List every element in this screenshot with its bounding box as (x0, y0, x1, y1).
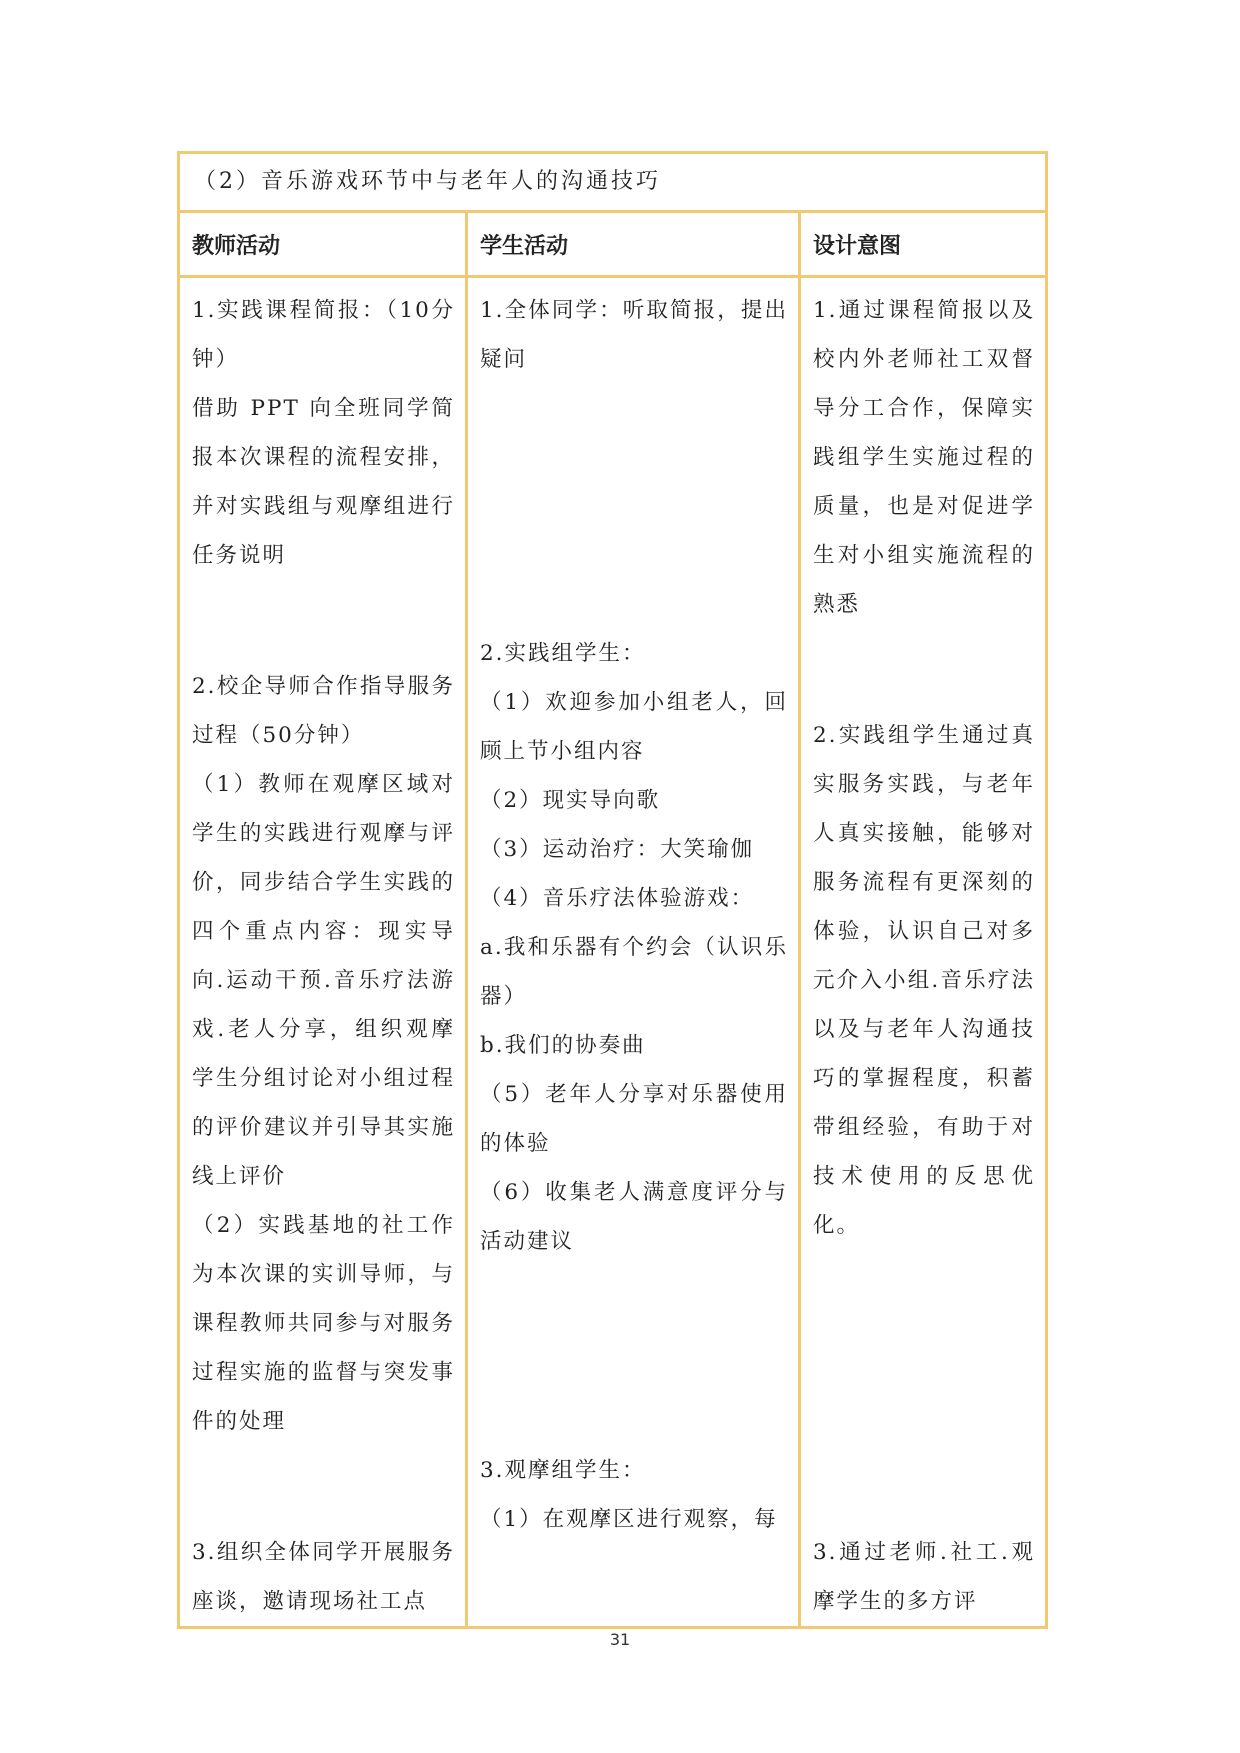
table-caption: （2）音乐游戏环节中与老年人的沟通技巧 (179, 153, 1047, 212)
student-b2-p8: （5）老年人分享对乐器使用的体验 (480, 1082, 788, 1156)
student-activity-cell (467, 277, 800, 1628)
activity-table (177, 151, 1048, 1629)
teacher-b1-p2: 借助 PPT 向全班同学简报本次课程的流程安排，并对实践组与观摩组进行任务说明 (192, 396, 455, 568)
student-b2-p4: （3）运动治疗：大笑瑜伽 (480, 837, 755, 862)
design-b1-p1: 1.通过课程简报以及校内外老师社工双督导分工合作，保障实践组学生实施过程的质量，也是对促进学生对小组实施流程的熟悉 (813, 298, 1036, 617)
teacher-b2-p3: （2）实践基地的社工作为本次课的实训导师，与课程教师共同参与对服务过程实施的监督与突发事件的处理 (192, 1213, 455, 1434)
student-b2-p9: （6）收集老人满意度评分与活动建议 (480, 1180, 788, 1254)
design-b3-p1: 3.通过老师.社工.观摩学生的多方评 (813, 1540, 1036, 1614)
teacher-b3-p1: 3.组织全体同学开展服务座谈，邀请现场社工点 (192, 1540, 455, 1614)
student-b2-p7: b.我们的协奏曲 (480, 1033, 646, 1058)
student-b3-p1: 3.观摩组学生： (480, 1458, 646, 1483)
student-b2-p1: 2.实践组学生： (480, 641, 646, 666)
student-b2-p5: （4）音乐疗法体验游戏： (480, 886, 755, 911)
design-b2-p1: 2.实践组学生通过真实服务实践，与老年人真实接触，能够对服务流程有更深刻的体验，认识自己对多元介入小组.音乐疗法以及与老年人沟通技巧的掌握程度，积蓄带组经验，有助于对技术使用的反思优化。 (813, 723, 1036, 1238)
student-b2-p3: （2）现实导向歌 (480, 788, 661, 813)
page-number: 31 (609, 1630, 631, 1649)
teacher-b2-p1: 2.校企导师合作指导服务过程（50分钟） (192, 674, 455, 748)
teacher-activity-cell (179, 277, 467, 1628)
header-teacher-activity: 教师活动 (179, 212, 467, 277)
student-b1-p1: 1.全体同学：听取简报，提出疑问 (480, 298, 788, 372)
teacher-b1-p1: 1.实践课程简报：（10分钟） (192, 298, 455, 372)
design-intent-cell (800, 277, 1047, 1628)
student-b3-p2: （1）在观摩区进行观察，每 (480, 1507, 778, 1532)
student-b2-p2: （1）欢迎参加小组老人，回顾上节小组内容 (480, 690, 788, 764)
teacher-b2-p2: （1）教师在观摩区域对学生的实践进行观摩与评价，同步结合学生实践的四个重点内容：现实导向.运动干预.音乐疗法游戏.老人分享，组织观摩学生分组讨论对小组过程的评价建议并引导其实施线上评价 (192, 772, 455, 1189)
header-design-intent: 设计意图 (800, 212, 1047, 277)
student-b2-p6: a.我和乐器有个约会（认识乐器） (480, 935, 788, 1009)
header-student-activity: 学生活动 (467, 212, 800, 277)
